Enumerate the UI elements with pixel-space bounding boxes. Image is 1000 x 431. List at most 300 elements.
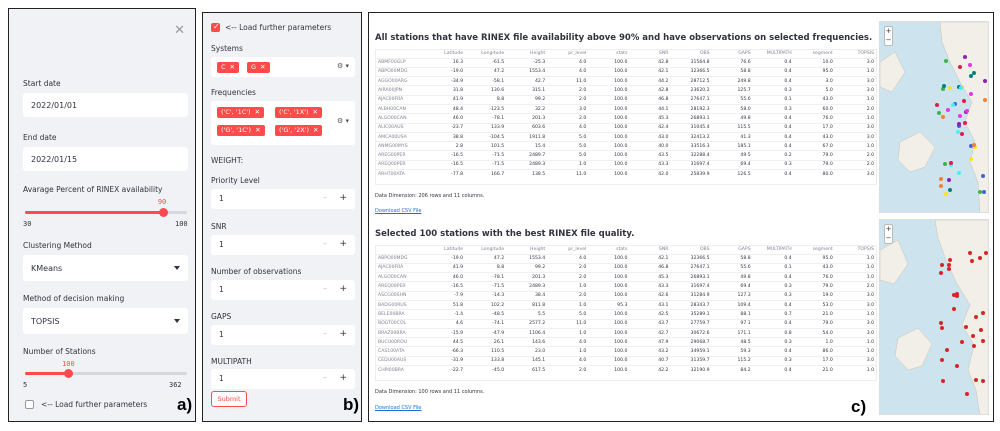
map-zoom-control[interactable] [884,224,893,244]
frequency-chip[interactable]: ('C', '1C') ✕ [217,107,264,118]
table-cell: 2489.3 [506,160,547,169]
table-cell: 31045.4 [670,123,711,132]
load-params-checkbox[interactable] [211,23,220,32]
table-row[interactable] [376,160,876,169]
decision-label: Method of decision making [23,294,125,303]
station-marker[interactable] [948,258,952,262]
panel-letter: a) [177,395,193,414]
availability-slider[interactable] [25,211,187,214]
table-cell: 0.4 [753,142,794,151]
table-row[interactable] [376,254,876,263]
map-selected-stations[interactable] [879,219,989,415]
table-cell: 76.0 [794,114,835,123]
station-marker[interactable] [951,103,955,107]
minus-icon[interactable]: – [323,284,327,293]
table-cell: ABMF00GLP [376,58,424,67]
weight-heading: WEIGHT: [211,156,244,165]
table-row[interactable] [376,300,876,309]
table-cell: BRAZ00BRA [376,328,424,337]
table-row[interactable] [376,319,876,328]
station-marker[interactable] [983,79,987,83]
table-cell: 2489.7 [506,151,547,160]
table2-column-header[interactable] [376,246,424,254]
station-marker[interactable] [939,184,943,188]
table-cell: 31.8 [424,86,465,95]
plus-icon[interactable]: + [339,239,347,249]
clustering-select[interactable] [23,255,188,281]
station-marker[interactable] [949,161,953,165]
table-cell: 8.8 [465,263,506,272]
table-cell: 1911.8 [506,132,547,141]
table2-column-header[interactable]: OBS [699,247,710,253]
station-marker[interactable] [964,325,968,329]
table-cell: 0.3 [753,86,794,95]
table-cell: 26893.1 [670,114,711,123]
table-cell: 44.1 [629,104,670,113]
table-cell: 21.0 [794,366,835,375]
table-row[interactable] [376,338,876,347]
table-row[interactable] [376,151,876,160]
table-cell: 99.2 [506,95,547,104]
table2-column-header[interactable]: Longitude [481,247,505,253]
table1-column-header[interactable]: MULTIPATH [766,51,792,57]
map-zoom-control[interactable] [884,26,893,46]
station-marker[interactable] [947,178,951,182]
table-cell: 42.0 [629,170,670,179]
table1-column-header[interactable]: Latitude [444,51,464,57]
table2-column-header[interactable]: TOPSIS [857,247,874,253]
station-marker[interactable] [937,111,941,115]
table-cell: 100.0 [588,273,629,282]
table-cell: 11.0 [547,170,588,179]
table-cell: 46.0 [424,114,465,123]
plus-icon[interactable]: + [339,284,347,294]
table1-column-header[interactable]: stats [616,51,628,57]
table-cell: -61.5 [465,58,506,67]
table-cell: 97.1 [712,319,753,328]
availability-slider-thumb[interactable] [159,208,168,217]
frequencies-label: Frequencies [211,88,256,97]
table-cell: 0.4 [753,58,794,67]
multipath-label: MULTIPATH [211,357,252,366]
download-csv-link[interactable]: Download CSV File [375,405,422,411]
table-cell: 2.0 [547,114,588,123]
station-marker[interactable] [969,92,973,96]
table1-column-header[interactable]: TOPSIS [857,51,874,57]
table-cell: 1.0 [547,282,588,291]
zoom-in-button[interactable]: + [885,225,892,233]
table-cell: 100.0 [588,356,629,365]
table-row[interactable] [376,273,876,282]
table-cell: 42.1 [629,254,670,263]
table-cell: AREG00PER [376,151,424,160]
table-cell: -77.8 [424,170,465,179]
submit-button[interactable]: Submit [211,391,247,407]
station-marker[interactable] [982,190,986,194]
table-cell: 3.0 [835,132,876,141]
station-marker[interactable] [972,71,976,75]
table-cell: 31359.7 [670,356,711,365]
table1-column-header[interactable]: Height [530,51,546,57]
table1-column-header[interactable]: SNR [658,51,669,57]
table-cell: 249.8 [712,77,753,86]
stations-slider-max: 362 [169,381,182,389]
table-cell: 17.0 [794,356,835,365]
table1-header [376,50,876,58]
table-cell: 2.8 [424,142,465,151]
table-row[interactable] [376,310,876,319]
table1-dimension-note: Data Dimension: 206 rows and 11 columns. [375,193,485,199]
table-cell: 115.5 [712,123,753,132]
station-marker[interactable] [981,311,985,315]
table-cell: 4.0 [547,356,588,365]
table-cell: 4.0 [547,67,588,76]
table-cell: 0.4 [753,319,794,328]
table1-column-header[interactable]: GAPS [738,51,751,57]
table-row[interactable] [376,58,876,67]
table-cell: ARHT00ATA [376,170,424,179]
table2-column-header[interactable]: GAPS [738,247,751,253]
table-cell: -16.5 [424,282,465,291]
frequency-chip[interactable]: ('G', '2X') ✕ [275,125,322,136]
table-row[interactable] [376,132,876,141]
table-cell: 32366.5 [670,254,711,263]
table-row[interactable] [376,86,876,95]
table-row[interactable] [376,95,876,104]
table-cell: 32.2 [506,104,547,113]
table-row[interactable] [376,114,876,123]
table-cell: 115.2 [712,356,753,365]
close-icon: ✕ [254,108,261,116]
table1-column-header[interactable]: Longitude [481,51,505,57]
table-cell: 76.0 [794,273,835,282]
station-marker[interactable] [944,59,948,63]
close-icon[interactable]: ✕ [174,23,185,38]
table-cell: AIRA00JPN [376,86,424,95]
decision-select-value: TOPSIS [31,316,60,326]
table-cell: 0.7 [753,310,794,319]
table-row[interactable] [376,328,876,337]
table-cell: 58.8 [712,67,753,76]
station-marker[interactable] [969,157,973,161]
table-cell: 3.0 [835,86,876,95]
priority-stepper[interactable] [211,189,355,209]
availability-label: Avarage Percent of RINEX availability [23,185,163,194]
table-cell: 0.4 [753,132,794,141]
table-cell: AREQ00PER [376,160,424,169]
table-cell: 48.4 [424,104,465,113]
table-cell: 32190.9 [670,366,711,375]
table1[interactable] [375,49,877,185]
table-cell: 1.0 [835,114,876,123]
station-marker[interactable] [981,339,985,343]
table2-column-header[interactable]: Height [530,247,546,253]
table-cell: 185.1 [712,142,753,151]
table-cell: 100.0 [588,160,629,169]
table-row[interactable] [376,356,876,365]
system-chip[interactable]: C ✕ [217,62,239,73]
stations-slider-thumb[interactable] [64,369,73,378]
load-params-label: <-- Load further parameters [225,23,332,32]
systems-multiselect[interactable] [211,57,355,77]
table-row[interactable] [376,170,876,179]
table-cell: -16.5 [424,160,465,169]
table-cell: 46.0 [424,273,465,282]
obs-stepper[interactable] [211,280,355,300]
table-cell: 53.0 [794,300,835,309]
table1-title: All stations that have RINEX file availability above 90% and have observations on selected frequencies. [375,33,873,43]
availability-slider-min: 30 [23,220,32,228]
table-cell: 3.0 [835,170,876,179]
table-cell: 43.0 [629,132,670,141]
table-cell: 2.0 [547,263,588,272]
table-row[interactable] [376,366,876,375]
zoom-in-button[interactable]: + [885,27,892,35]
station-marker[interactable] [958,65,962,69]
table-cell: 100.0 [588,170,629,179]
table-cell: 46.8 [629,263,670,272]
table-cell: AREQ00PER [376,282,424,291]
minus-icon[interactable]: – [323,329,327,338]
table-cell: 16.3 [424,58,465,67]
station-marker[interactable] [978,190,982,194]
table-cell: 130.6 [465,86,506,95]
map-canvas [880,22,989,213]
table-cell: 30672.6 [670,328,711,337]
table-cell: 43.3 [629,160,670,169]
table-cell: 3.0 [835,328,876,337]
table-row[interactable] [376,104,876,113]
station-marker[interactable] [960,132,964,136]
table-cell: 31697.4 [670,282,711,291]
table2-column-header[interactable]: Latitude [444,247,464,253]
table-cell: 133.9 [465,123,506,132]
frequencies-multiselect[interactable] [211,101,355,145]
zoom-out-button[interactable]: − [885,36,892,44]
table-cell: 0.4 [753,77,794,86]
table-cell: 100.0 [588,151,629,160]
table-row[interactable] [376,77,876,86]
table-cell: 40.0 [629,142,670,151]
plus-icon[interactable]: + [339,373,347,383]
table-cell: BUCU00ROU [376,338,424,347]
minus-icon[interactable]: – [323,193,327,202]
map-canvas [880,220,989,415]
table-cell: 811.8 [506,300,547,309]
table-cell: 29068.7 [670,338,711,347]
station-marker[interactable] [957,171,961,175]
table-cell: 43.0 [794,263,835,272]
map-all-stations[interactable] [879,21,989,213]
table-cell: 1.0 [547,328,588,337]
station-marker[interactable] [974,315,978,319]
station-marker[interactable] [983,98,987,102]
end-date-input[interactable]: 2022/01/15 [23,147,188,171]
table-cell: 42.4 [629,123,670,132]
table-cell: 79.0 [794,151,835,160]
table-cell: 1.0 [835,67,876,76]
table-cell: 43.1 [629,300,670,309]
frequency-chip[interactable]: ('C', '1X') ✕ [275,107,322,118]
table-cell: 58.0 [712,104,753,113]
table-cell: 1.0 [547,300,588,309]
load-params-checkbox[interactable] [25,400,34,409]
table-cell: 100.0 [588,338,629,347]
table-cell: 143.6 [506,338,547,347]
frequency-chip[interactable]: ('G', '1C') ✕ [217,125,265,136]
plus-icon[interactable]: + [339,329,347,339]
station-marker[interactable] [943,162,947,166]
station-marker[interactable] [959,86,963,90]
table-cell: 3.0 [547,104,588,113]
table1-column-header[interactable]: pr_level [568,51,587,57]
table-cell: 3.0 [835,77,876,86]
table-cell: 0.4 [753,170,794,179]
download-csv-link[interactable]: Download CSV File [375,208,422,214]
table-cell: -58.1 [465,77,506,86]
table2-column-header[interactable]: pr_level [568,247,587,253]
table-cell: 4.0 [547,338,588,347]
systems-label: Systems [211,44,243,53]
table-cell: 67.0 [794,142,835,151]
station-marker[interactable] [984,251,988,255]
station-marker[interactable] [958,114,962,118]
station-marker[interactable] [952,307,956,311]
table-cell: 100.0 [588,366,629,375]
table-cell: 60.0 [794,104,835,113]
table-cell: 0.4 [753,123,794,132]
table-cell: 2.0 [835,282,876,291]
table-cell: 100.0 [588,142,629,151]
table-row[interactable] [376,263,876,272]
table-cell: 31564.8 [670,58,711,67]
station-marker[interactable] [946,108,950,112]
table-cell: 10.0 [794,58,835,67]
station-marker[interactable] [968,63,972,67]
minus-icon[interactable]: – [323,239,327,248]
table-cell: 27647.1 [670,263,711,272]
table-row[interactable] [376,291,876,300]
table-cell: 1.0 [835,95,876,104]
table-cell: 100.0 [588,86,629,95]
snr-label: SNR [211,222,227,231]
system-chip[interactable]: G ✕ [247,62,270,73]
chevron-down-icon[interactable]: ⚙ ▾ [336,117,349,125]
table-cell: 315.1 [506,86,547,95]
table-row[interactable] [376,347,876,356]
table-cell: 133.8 [465,356,506,365]
priority-label: Priority Level [211,176,260,185]
station-marker[interactable] [944,192,948,196]
table-row[interactable] [376,123,876,132]
stations-slider-fill [25,372,68,375]
chevron-down-icon [174,266,180,270]
station-marker[interactable] [948,86,952,90]
station-marker[interactable] [955,364,959,368]
table-cell: 86.0 [794,347,835,356]
table-cell: 35289.1 [670,310,711,319]
snr-stepper[interactable] [211,235,355,255]
table-row[interactable] [376,282,876,291]
gaps-stepper[interactable] [211,325,355,345]
table-cell: 3.0 [835,356,876,365]
table-cell: -22.7 [424,366,465,375]
table-cell: 55.6 [712,263,753,272]
table-cell: 2.0 [547,95,588,104]
table-cell: CAS100ATA [376,347,424,356]
table-cell: -48.5 [465,310,506,319]
landmass [935,220,989,415]
clustering-label: Clustering Method [23,241,92,250]
table-cell: 42.7 [506,77,547,86]
multipath-stepper[interactable] [211,369,355,389]
table1-column-header[interactable]: segment [812,51,833,57]
table-cell: 4.0 [547,254,588,263]
table-cell: 100.0 [588,114,629,123]
table-cell: ABPO00MDG [376,254,424,263]
table1-column-header[interactable]: OBS [699,51,710,57]
multipath-value: 1 [219,374,224,383]
station-marker[interactable] [939,177,943,181]
table-cell: 126.5 [712,170,753,179]
station-marker[interactable] [970,259,974,263]
minus-icon[interactable]: – [323,373,327,382]
zoom-out-button[interactable]: − [885,234,892,242]
table-cell: 1.0 [835,142,876,151]
table2-column-header[interactable]: MULTIPATH [766,247,792,253]
table-cell: 79.0 [794,282,835,291]
table-cell: 49.8 [712,114,753,123]
table-row[interactable] [376,67,876,76]
table-cell: -66.3 [424,347,465,356]
table-cell: -74.1 [465,319,506,328]
table2[interactable] [375,245,877,381]
obs-value: 1 [219,285,224,294]
table-cell: 4.0 [547,123,588,132]
table-row[interactable] [376,142,876,151]
plus-icon[interactable]: + [339,193,347,203]
close-icon: ✕ [229,63,235,71]
table-cell: 100.0 [588,123,629,132]
table-cell: 100.0 [588,328,629,337]
stations-slider-value: 100 [62,360,75,368]
table-cell: 59.3 [712,347,753,356]
table-cell: AJAC00FRA [376,263,424,272]
table-cell: 1553.4 [506,67,547,76]
sidebar-panel-a [8,8,196,422]
table2-column-header[interactable]: stats [616,247,628,253]
table-cell: 138.5 [506,170,547,179]
decision-select[interactable] [23,308,188,334]
table-cell: 102.2 [465,300,506,309]
stations-slider-min: 5 [23,381,28,389]
station-marker[interactable] [974,378,978,382]
table-cell: 19.0 [794,291,835,300]
stations-slider[interactable] [25,372,187,375]
table2-column-header[interactable]: segment [812,247,833,253]
table2-column-header[interactable]: SNR [658,247,669,253]
table-cell: 79.0 [794,319,835,328]
table1-column-header[interactable] [376,50,424,58]
table-cell: 2.0 [835,151,876,160]
start-date-input[interactable]: 2022/01/01 [23,93,188,117]
table-cell: 0.3 [753,338,794,347]
station-marker[interactable] [942,84,946,88]
table-cell: 1106.4 [506,328,547,337]
table-cell: 0.4 [753,347,794,356]
station-marker[interactable] [972,344,976,348]
chevron-down-icon[interactable]: ⚙ ▾ [336,62,349,70]
